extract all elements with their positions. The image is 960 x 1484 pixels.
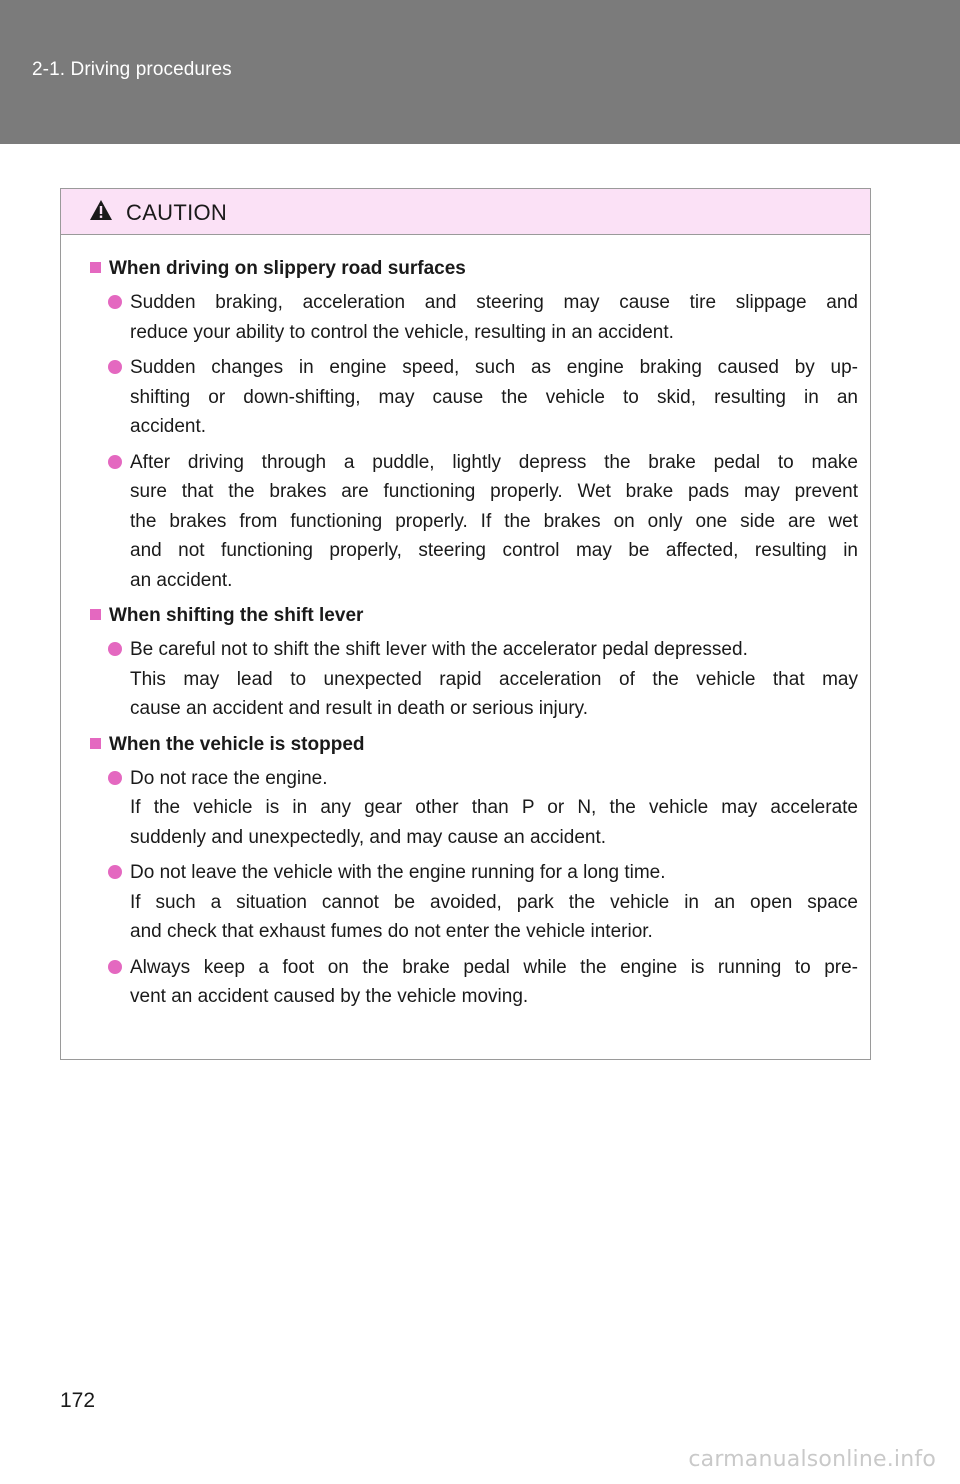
text-line: vent an accident caused by the vehicle moving.	[130, 986, 529, 1007]
list-item	[82, 448, 858, 596]
watermark: carmanualsonline.info	[688, 1447, 936, 1472]
text-line: This may lead to unexpected rapid acceleration of the vehicle that may	[130, 668, 858, 690]
circle-bullet-icon	[108, 865, 122, 879]
circle-bullet-icon	[108, 960, 122, 974]
text-line: Be careful not to shift the shift lever with the accelerator pedal depressed.	[130, 639, 748, 660]
text-line: If the vehicle is in any gear other than P or N, the vehicle may accelerate	[130, 797, 858, 818]
list-item	[82, 858, 858, 947]
circle-bullet-icon	[108, 360, 122, 374]
caution-section	[82, 730, 858, 1012]
text-line: Do not leave the vehicle with the engine running for a long time.	[130, 862, 666, 883]
section-title: 2-1. Driving procedures	[32, 59, 232, 80]
list-item	[82, 353, 858, 442]
text-line: After driving through a puddle, lightly depress the brake pedal to make	[130, 451, 858, 473]
warning-triangle-icon	[89, 199, 113, 221]
square-bullet-icon	[90, 262, 101, 273]
list-item	[82, 288, 858, 347]
text-line: If such a situation cannot be avoided, park the vehicle in an open space	[130, 891, 858, 913]
text-line: Do not race the engine.	[130, 767, 328, 789]
text-line: suddenly and unexpectedly, and may cause an accident.	[130, 826, 607, 848]
text-line: and not functioning properly, steering control may be affected, resulting in	[130, 540, 858, 561]
text-line: Always keep a foot on the brake pedal while the engine is running to pre-	[130, 956, 858, 978]
circle-bullet-icon	[108, 295, 122, 309]
text-line: cause an accident and result in death or serious injury.	[130, 698, 589, 719]
caution-box	[60, 188, 871, 1060]
caution-body	[61, 235, 870, 1012]
text-line: reduce your ability to control the vehicle, resulting in an accident.	[130, 321, 674, 343]
section-heading: When shifting the shift lever	[82, 601, 858, 631]
square-bullet-icon	[90, 609, 101, 620]
section-heading: When the vehicle is stopped	[82, 730, 858, 760]
text-line: accident.	[130, 416, 207, 437]
text-line: an accident.	[130, 569, 233, 591]
caution-heading: CAUTION	[126, 200, 228, 225]
text-line: Sudden changes in engine speed, such as engine braking caused by up-	[130, 357, 858, 378]
text-line: the brakes from functioning properly. If the brakes on only one side are wet	[130, 510, 858, 532]
caution-section	[82, 254, 858, 595]
page-header-bar	[0, 0, 960, 144]
text-line: sure that the brakes are functioning properly. Wet brake pads may prevent	[130, 481, 858, 502]
text-line: shifting or down-shifting, may cause the vehicle to skid, resulting in an	[130, 386, 858, 408]
list-item	[82, 764, 858, 853]
list-item	[82, 635, 858, 724]
text-line: Sudden braking, acceleration and steering may cause tire slippage and	[130, 292, 858, 313]
circle-bullet-icon	[108, 455, 122, 469]
list-item	[82, 953, 858, 1012]
circle-bullet-icon	[108, 642, 122, 656]
circle-bullet-icon	[108, 771, 122, 785]
caution-section	[82, 601, 858, 724]
section-heading: When driving on slippery road surfaces	[82, 254, 858, 284]
square-bullet-icon	[90, 738, 101, 749]
caution-header	[61, 189, 870, 235]
page-number: 172	[60, 1389, 96, 1412]
text-line: and check that exhaust fumes do not enter the vehicle interior.	[130, 921, 653, 942]
